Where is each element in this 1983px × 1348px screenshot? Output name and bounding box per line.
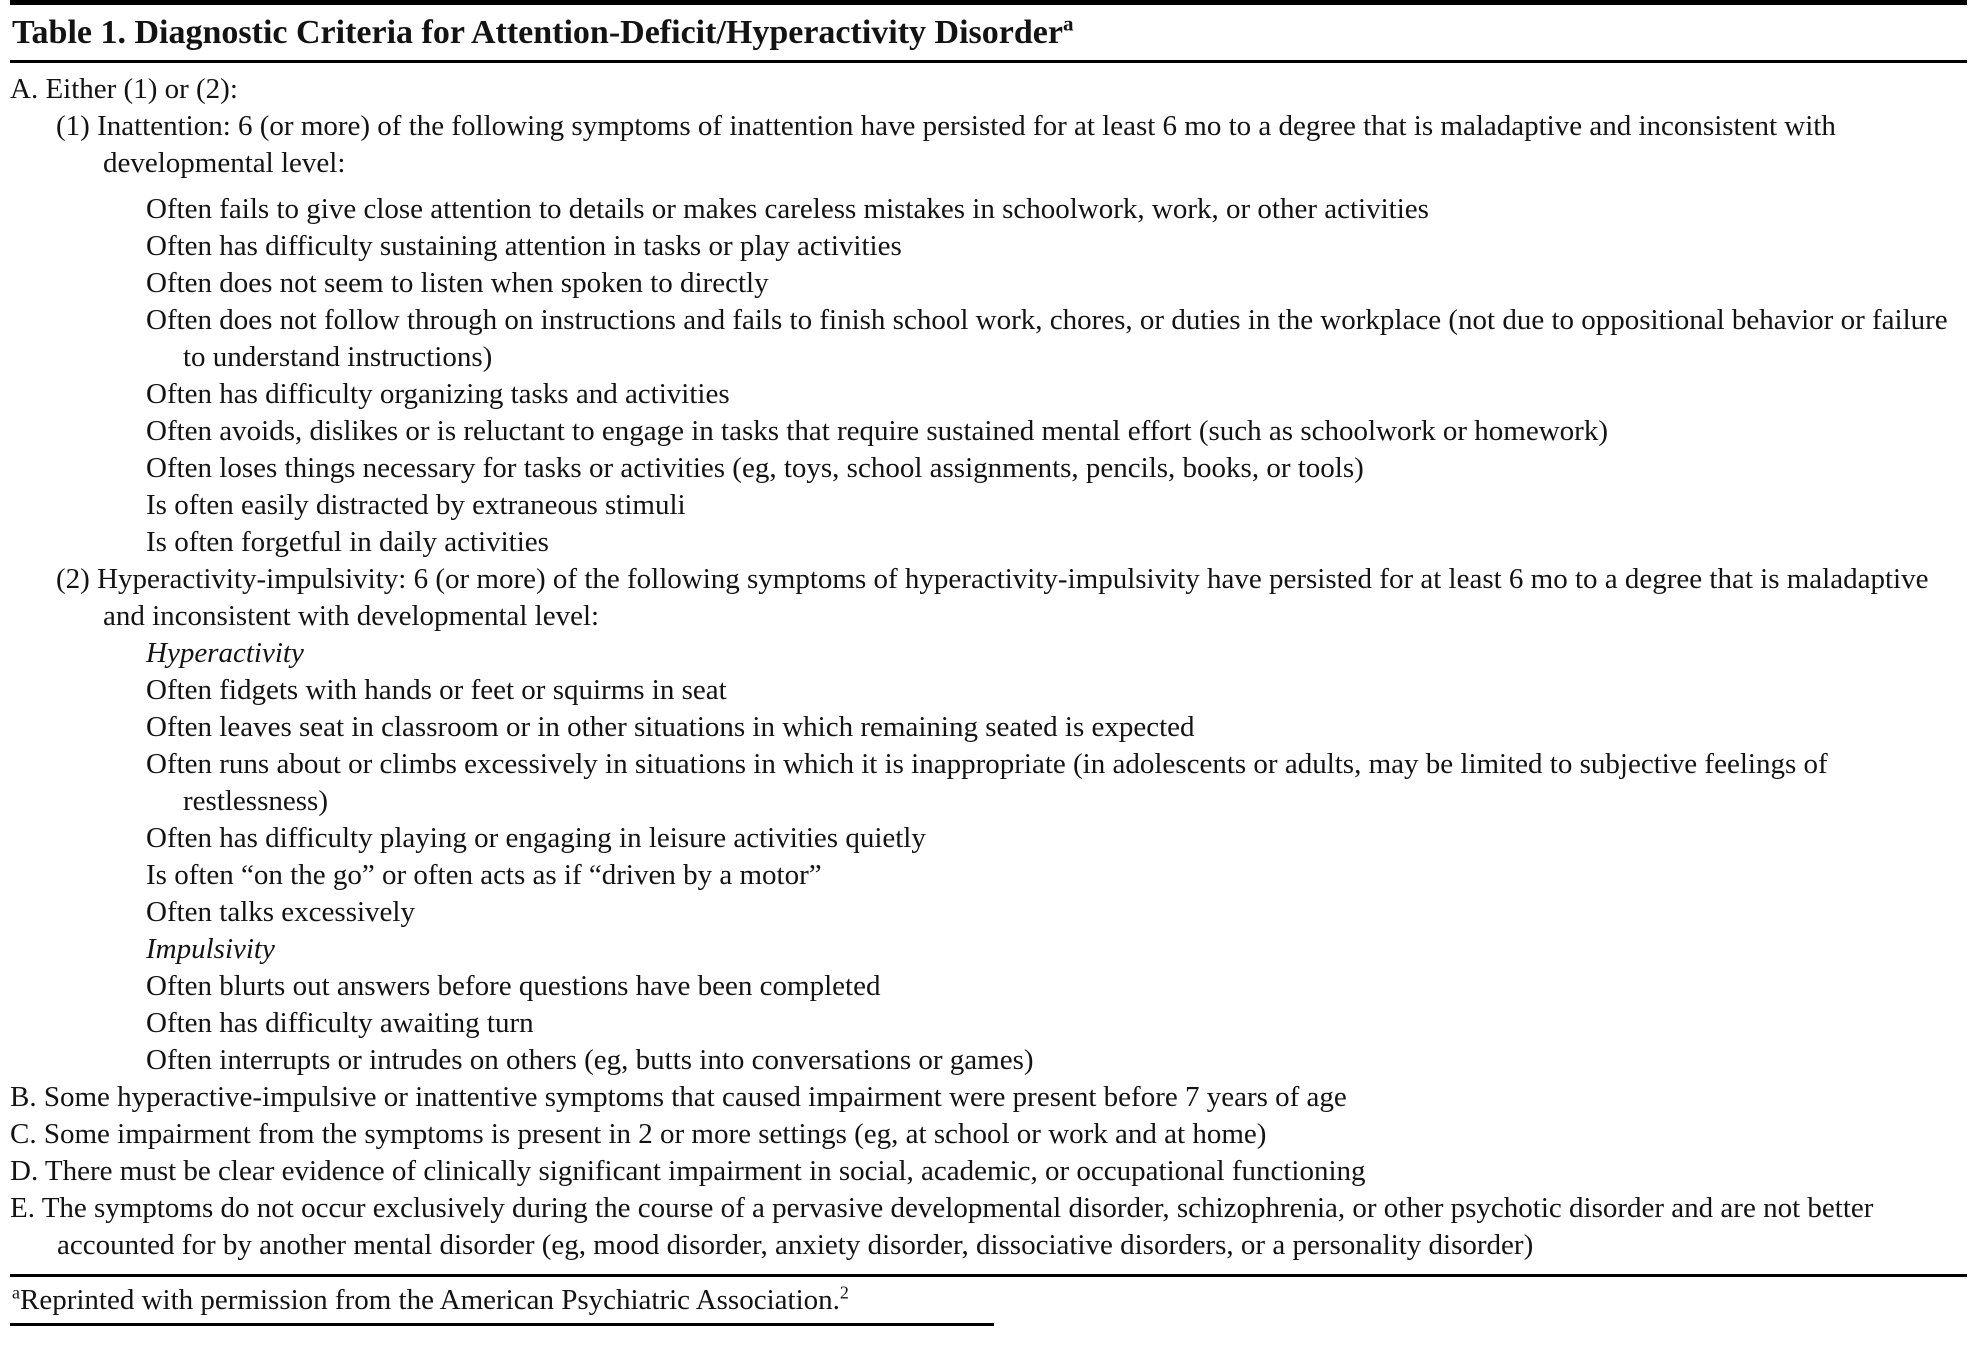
criteria-list (10, 63, 1967, 1266)
criteria-row: (1) Inattention: 6 (or more) of the following symptoms of inattention have persisted for at least 6 mo to a degree that is maladaptive and inconsistent with developmental level: (56, 110, 1836, 179)
criteria-row: Hyperactivity (146, 637, 304, 669)
criteria-row: Often has difficulty sustaining attention in tasks or play activities (146, 230, 902, 262)
footnote-marker: a (12, 1282, 20, 1303)
table-footnote (10, 1277, 1967, 1323)
criteria-row: A. Either (1) or (2): (10, 73, 238, 105)
criteria-row: Often does not follow through on instructions and fails to finish school work, chores, or duties in the workplace (not due to oppositional behavior or failure to understand instructions) (146, 304, 1948, 373)
table-title (10, 5, 1967, 60)
criteria-row: Often avoids, dislikes or is reluctant to engage in tasks that require sustained mental effort (such as schoolwork or homework) (146, 415, 1608, 447)
footnote-citation: 2 (839, 1282, 849, 1303)
criteria-row: Often fails to give close attention to details or makes careless mistakes in schoolwork, work, or other activities (146, 193, 1429, 225)
criteria-row: Is often forgetful in daily activities (146, 526, 549, 558)
criteria-row: Often has difficulty organizing tasks and activities (146, 378, 730, 410)
criteria-row: Often has difficulty playing or engaging in leisure activities quietly (146, 822, 926, 854)
criteria-row: D. There must be clear evidence of clinically significant impairment in social, academic, or occupational functioning (10, 1155, 1366, 1187)
criteria-row: Often blurts out answers before questions have been completed (146, 970, 881, 1002)
footnote-text: Reprinted with permission from the American Psychiatric Association. (19, 1284, 840, 1316)
criteria-row: Often has difficulty awaiting turn (146, 1007, 534, 1039)
criteria-row: C. Some impairment from the symptoms is present in 2 or more settings (eg, at school or work and at home) (10, 1118, 1267, 1150)
table-title-text: Table 1. Diagnostic Criteria for Attention-Deficit/Hyperactivity Disorder (12, 14, 1063, 51)
criteria-row: Is often easily distracted by extraneous stimuli (146, 489, 686, 521)
criteria-row: Often runs about or climbs excessively in situations in which it is inappropriate (in adolescents or adults, may be limited to subjective feelings of restlessness) (146, 748, 1828, 817)
bottom-rule (10, 1323, 994, 1326)
criteria-row: Is often “on the go” or often acts as if “driven by a motor” (146, 859, 822, 891)
criteria-row: Often does not seem to listen when spoken to directly (146, 267, 769, 299)
criteria-row: Often fidgets with hands or feet or squirms in seat (146, 674, 727, 706)
criteria-row: Often loses things necessary for tasks or activities (eg, toys, school assignments, pencils, books, or tools) (146, 452, 1364, 484)
criteria-row: E. The symptoms do not occur exclusively during the course of a pervasive developmental disorder, schizophrenia, or other psychotic disorder and are not better accounted for by another mental disorder (eg, mood disorder, anxiety disorder, dissociative disorders, or a personality disorder) (10, 1192, 1874, 1261)
criteria-row: Often talks excessively (146, 896, 415, 928)
criteria-row: Impulsivity (146, 933, 275, 965)
criteria-row: (2) Hyperactivity-impulsivity: 6 (or more) of the following symptoms of hyperactivity-impulsivity have persisted for at least 6 mo to a degree that is maladaptive and inconsistent with developmental level: (56, 563, 1929, 632)
criteria-row: Often leaves seat in classroom or in other situations in which remaining seated is expected (146, 711, 1195, 743)
table-title-superscript: a (1062, 11, 1074, 36)
criteria-row: Often interrupts or intrudes on others (eg, butts into conversations or games) (146, 1044, 1034, 1076)
criteria-row: B. Some hyperactive-impulsive or inattentive symptoms that caused impairment were present before 7 years of age (10, 1081, 1347, 1113)
